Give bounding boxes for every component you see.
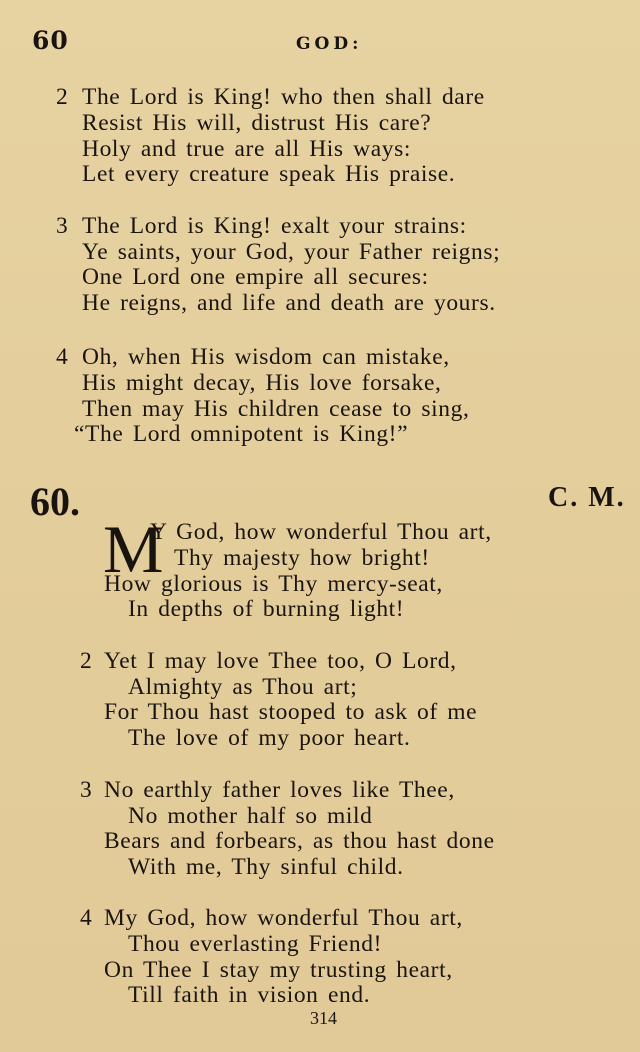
stanza-number: 4 (80, 905, 92, 931)
verse-line: With me, Thy sinful child. (128, 854, 404, 880)
verse-line: No earthly father loves like Thee, (104, 777, 455, 803)
verse-line: The Lord is King! who then shall dare (82, 84, 485, 110)
verse-line: His might decay, His love forsake, (82, 370, 442, 396)
verse-line: “The Lord omnipotent is King!” (74, 421, 409, 447)
stanza-number: 4 (56, 344, 68, 370)
verse-line: Till faith in vision end. (128, 982, 371, 1008)
running-title: GOD: (296, 34, 363, 54)
stanza-number: 3 (56, 213, 68, 239)
verse-line: Resist His will, distrust His care? (82, 110, 432, 136)
verse-line: No mother half so mild (128, 803, 373, 829)
stanza-number: 3 (80, 777, 92, 803)
verse-line: Holy and true are all His ways: (82, 136, 411, 162)
verse-line: Ye saints, your God, your Father reigns; (82, 239, 501, 265)
verse-line: Let every creature speak His praise. (82, 161, 456, 187)
verse-line: One Lord one empire all secures: (82, 264, 429, 290)
verse-line: Thy majesty how bright! (174, 545, 430, 571)
stanza-number: 2 (80, 648, 92, 674)
verse-line: In depths of burning light! (128, 596, 405, 622)
stanza-number: 2 (56, 84, 68, 110)
page-number-top: 60 (32, 26, 69, 55)
verse-line: Almighty as Thou art; (128, 674, 358, 700)
page-number-bottom: 314 (310, 1008, 337, 1028)
verse-line: On Thee I stay my trusting heart, (104, 957, 453, 983)
hymn-number: 60. (30, 479, 80, 524)
verse-line: Oh, when His wisdom can mistake, (82, 344, 450, 370)
verse-line: My God, how wonderful Thou art, (104, 905, 463, 931)
verse-line: Then may His children cease to sing, (82, 396, 470, 422)
verse-line: Yet I may love Thee too, O Lord, (104, 648, 457, 674)
drop-cap: M (103, 511, 164, 587)
verse-line: How glorious is Thy mercy-seat, (104, 571, 443, 597)
verse-line: The Lord is King! exalt your strains: (82, 213, 467, 239)
verse-line: He reigns, and life and death are yours. (82, 290, 496, 316)
verse-line: The love of my poor heart. (128, 725, 411, 751)
verse-line: Bears and forbears, as thou hast done (104, 828, 495, 854)
verse-line: For Thou hast stooped to ask of me (104, 699, 478, 725)
verse-line: Thou everlasting Friend! (128, 931, 383, 957)
hymn-meter: C. M. (548, 482, 626, 513)
verse-line: Y God, how wonderful Thou art, (150, 519, 492, 545)
